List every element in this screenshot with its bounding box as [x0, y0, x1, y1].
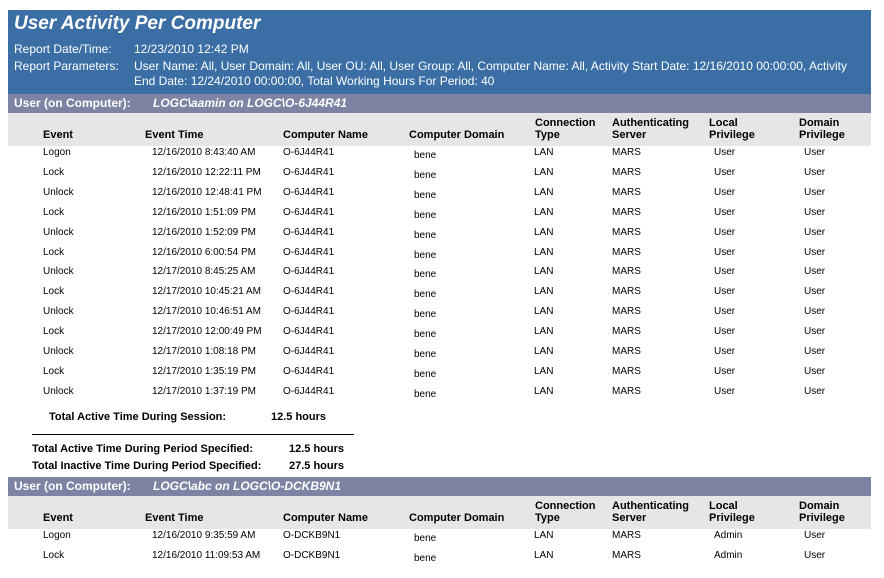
computer-domain-cell: bene [414, 368, 437, 380]
domain-privilege-cell: User [804, 266, 826, 278]
col-event: Event [43, 129, 73, 141]
local-privilege-cell: User [714, 346, 736, 357]
auth-server-cell: MARS [612, 266, 641, 278]
computer-name-cell: O-DCKB9N1 [283, 549, 341, 561]
connection-type-cell: LAN [534, 186, 554, 198]
connection-type-cell: LAN [534, 266, 554, 278]
computer-domain-cell: bene [414, 349, 437, 360]
computer-domain-cell: bene [414, 388, 437, 400]
event-cell: Lock [43, 286, 65, 298]
computer-domain-cell: bene [414, 150, 437, 161]
event-time-cell: 12/17/2010 8:45:25 AM [152, 266, 256, 278]
period-active-value: 12.5 hours [289, 443, 345, 455]
domain-privilege-cell: User [804, 166, 826, 178]
computer-name-cell: O-6J44R41 [283, 166, 335, 178]
local-privilege-cell: User [714, 266, 736, 278]
col-local-privilege-1: Local [709, 500, 738, 512]
table-row [8, 147, 871, 167]
column-header-row [8, 496, 871, 529]
connection-type-cell: LAN [534, 206, 554, 218]
computer-name-cell: O-6J44R41 [283, 226, 335, 238]
connection-type-cell: LAN [534, 365, 554, 377]
user-group-bar [8, 477, 871, 496]
event-time-cell: 12/17/2010 12:00:49 PM [152, 326, 262, 338]
domain-privilege-cell: User [804, 147, 826, 158]
computer-name-cell: O-6J44R41 [283, 186, 335, 198]
local-privilege-cell: User [714, 226, 736, 238]
event-cell: Lock [43, 549, 65, 561]
col-domain-privilege-1: Domain [799, 500, 840, 512]
col-local-privilege-2: Privilege [709, 512, 755, 524]
period-inactive-label: Total Inactive Time During Period Specified: [32, 460, 262, 472]
event-time-cell: 12/16/2010 9:35:59 AM [152, 530, 256, 541]
domain-privilege-cell: User [804, 226, 826, 238]
event-cell: Logon [43, 147, 71, 158]
report-params-value: User Name: All, User Domain: All, User OU: All, User Group: All, Computer Name: All, Activity Start Date: 12/16/2010 00:00:00, Activity End Date: 12/24/2010 00:00:00, Total Working Hours For Period: 40 [134, 59, 847, 88]
col-local-privilege-1: Local [709, 117, 738, 129]
event-cell: Unlock [43, 346, 74, 357]
event-time-cell: 12/16/2010 11:09:53 AM [152, 549, 261, 561]
computer-domain-cell: bene [414, 209, 437, 221]
local-privilege-cell: Admin [714, 549, 743, 561]
user-group-value: LOGC\abc on LOGC\O-DCKB9N1 [153, 479, 342, 493]
connection-type-cell: LAN [534, 226, 554, 238]
table-row [8, 207, 871, 227]
auth-server-cell: MARS [612, 530, 641, 541]
event-cell: Unlock [43, 306, 74, 318]
event-cell: Logon [43, 530, 71, 541]
computer-domain-cell: bene [414, 169, 437, 181]
computer-name-cell: O-6J44R41 [283, 346, 335, 357]
domain-privilege-cell: User [804, 385, 826, 397]
computer-name-cell: O-6J44R41 [283, 266, 335, 278]
computer-domain-cell: bene [414, 309, 437, 321]
table-row [8, 326, 871, 346]
table-row [8, 366, 871, 386]
event-cell: Lock [43, 206, 65, 218]
auth-server-cell: MARS [612, 385, 641, 397]
connection-type-cell: LAN [534, 530, 554, 541]
event-cell: Unlock [43, 186, 74, 198]
auth-server-cell: MARS [612, 365, 641, 377]
computer-domain-cell: bene [414, 189, 437, 201]
event-cell: Unlock [43, 385, 74, 397]
report-params-label: Report Parameters: [14, 59, 119, 73]
auth-server-cell: MARS [612, 186, 641, 198]
col-event: Event [43, 512, 73, 524]
domain-privilege-cell: User [804, 530, 826, 541]
session-total-value: 12.5 hours [271, 411, 327, 423]
col-computer-domain: Computer Domain [409, 129, 505, 141]
report-header [8, 10, 871, 94]
column-header-row [8, 113, 871, 146]
report-datetime-value: 12/23/2010 12:42 PM [134, 42, 249, 56]
connection-type-cell: LAN [534, 306, 554, 318]
local-privilege-cell: User [714, 186, 736, 198]
col-computer-domain: Computer Domain [409, 512, 505, 524]
local-privilege-cell: User [714, 286, 736, 298]
computer-name-cell: O-6J44R41 [283, 326, 335, 338]
computer-domain-cell: bene [414, 269, 437, 281]
domain-privilege-cell: User [804, 306, 826, 318]
local-privilege-cell: User [714, 206, 736, 218]
connection-type-cell: LAN [534, 346, 554, 357]
local-privilege-cell: User [714, 147, 736, 158]
col-connection-type-1: Connection [535, 117, 596, 129]
user-group-bar [8, 94, 871, 113]
local-privilege-cell: User [714, 326, 736, 338]
report-datetime-row [14, 42, 249, 56]
domain-privilege-cell: User [804, 246, 826, 258]
col-event-time: Event Time [145, 129, 204, 141]
table-row [8, 187, 871, 207]
col-computer-name: Computer Name [283, 129, 368, 141]
table-row [8, 247, 871, 267]
domain-privilege-cell: User [804, 206, 826, 218]
user-group-label: User (on Computer): [14, 479, 131, 493]
report-title: User Activity Per Computer [14, 13, 261, 34]
col-local-privilege-2: Privilege [709, 129, 755, 141]
auth-server-cell: MARS [612, 147, 641, 158]
connection-type-cell: LAN [534, 286, 554, 298]
period-active-label: Total Active Time During Period Specified: [32, 443, 254, 455]
domain-privilege-cell: User [804, 549, 826, 561]
local-privilege-cell: User [714, 166, 736, 178]
event-time-cell: 12/16/2010 6:00:54 PM [152, 246, 256, 258]
table-row [8, 306, 871, 326]
event-cell: Lock [43, 326, 65, 338]
event-cell: Unlock [43, 226, 74, 238]
local-privilege-cell: User [714, 385, 736, 397]
totals-divider [32, 434, 354, 435]
user-group-value: LOGC\aamin on LOGC\O-6J44R41 [153, 96, 348, 110]
connection-type-cell: LAN [534, 326, 554, 338]
computer-name-cell: O-6J44R41 [283, 306, 335, 318]
domain-privilege-cell: User [804, 186, 826, 198]
table-row [8, 227, 871, 247]
col-connection-type-1: Connection [535, 500, 596, 512]
col-auth-server-1: Authenticating [612, 117, 689, 129]
auth-server-cell: MARS [612, 286, 641, 298]
local-privilege-cell: User [714, 246, 736, 258]
session-total-label: Total Active Time During Session: [49, 411, 227, 423]
computer-name-cell: O-6J44R41 [283, 365, 335, 377]
col-domain-privilege-2: Privilege [799, 129, 845, 141]
col-auth-server-2: Server [612, 512, 647, 524]
table-row [8, 286, 871, 306]
connection-type-cell: LAN [534, 385, 554, 397]
auth-server-cell: MARS [612, 206, 641, 218]
user-group-label: User (on Computer): [14, 96, 131, 110]
auth-server-cell: MARS [612, 306, 641, 318]
event-cell: Unlock [43, 266, 74, 278]
event-time-cell: 12/17/2010 10:45:21 AM [152, 286, 261, 298]
event-time-cell: 12/17/2010 10:46:51 AM [152, 306, 261, 318]
event-time-cell: 12/16/2010 12:48:41 PM [152, 186, 262, 198]
computer-name-cell: O-6J44R41 [283, 385, 335, 397]
col-domain-privilege-1: Domain [799, 117, 840, 129]
period-inactive-value: 27.5 hours [289, 460, 345, 472]
computer-name-cell: O-6J44R41 [283, 246, 335, 258]
auth-server-cell: MARS [612, 246, 641, 258]
computer-domain-cell: bene [414, 249, 437, 261]
event-time-cell: 12/16/2010 1:51:09 PM [152, 206, 256, 218]
auth-server-cell: MARS [612, 346, 641, 357]
col-connection-type-2: Type [535, 129, 560, 141]
computer-domain-cell: bene [414, 289, 437, 301]
local-privilege-cell: User [714, 306, 736, 318]
col-connection-type-2: Type [535, 512, 560, 524]
table-row [8, 530, 871, 550]
connection-type-cell: LAN [534, 147, 554, 158]
connection-type-cell: LAN [534, 166, 554, 178]
event-time-cell: 12/17/2010 1:37:19 PM [152, 385, 256, 397]
computer-domain-cell: bene [414, 229, 437, 241]
computer-name-cell: O-DCKB9N1 [283, 530, 341, 541]
auth-server-cell: MARS [612, 166, 641, 178]
domain-privilege-cell: User [804, 365, 826, 377]
col-auth-server-1: Authenticating [612, 500, 689, 512]
connection-type-cell: LAN [534, 549, 554, 561]
event-cell: Lock [43, 166, 65, 178]
event-cell: Lock [43, 365, 65, 377]
col-event-time: Event Time [145, 512, 204, 524]
event-time-cell: 12/16/2010 8:43:40 AM [152, 147, 256, 158]
local-privilege-cell: User [714, 365, 736, 377]
event-time-cell: 12/17/2010 1:08:18 PM [152, 346, 256, 357]
computer-domain-cell: bene [414, 533, 437, 544]
computer-domain-cell: bene [414, 329, 437, 341]
computer-name-cell: O-6J44R41 [283, 206, 335, 218]
report-datetime-label: Report Date/Time: [14, 42, 112, 56]
domain-privilege-cell: User [804, 286, 826, 298]
computer-domain-cell: bene [414, 552, 437, 564]
table-row [8, 266, 871, 286]
auth-server-cell: MARS [612, 326, 641, 338]
local-privilege-cell: Admin [714, 530, 743, 541]
domain-privilege-cell: User [804, 326, 826, 338]
col-auth-server-2: Server [612, 129, 647, 141]
col-computer-name: Computer Name [283, 512, 368, 524]
connection-type-cell: LAN [534, 246, 554, 258]
event-time-cell: 12/16/2010 1:52:09 PM [152, 226, 256, 238]
domain-privilege-cell: User [804, 346, 826, 357]
col-domain-privilege-2: Privilege [799, 512, 845, 524]
auth-server-cell: MARS [612, 226, 641, 238]
event-cell: Lock [43, 246, 65, 258]
table-row [8, 386, 871, 406]
computer-name-cell: O-6J44R41 [283, 147, 335, 158]
event-time-cell: 12/17/2010 1:35:19 PM [152, 365, 256, 377]
event-time-cell: 12/16/2010 12:22:11 PM [152, 166, 261, 178]
computer-name-cell: O-6J44R41 [283, 286, 335, 298]
table-row [8, 167, 871, 187]
table-row [8, 346, 871, 366]
auth-server-cell: MARS [612, 549, 641, 561]
table-row [8, 550, 871, 570]
